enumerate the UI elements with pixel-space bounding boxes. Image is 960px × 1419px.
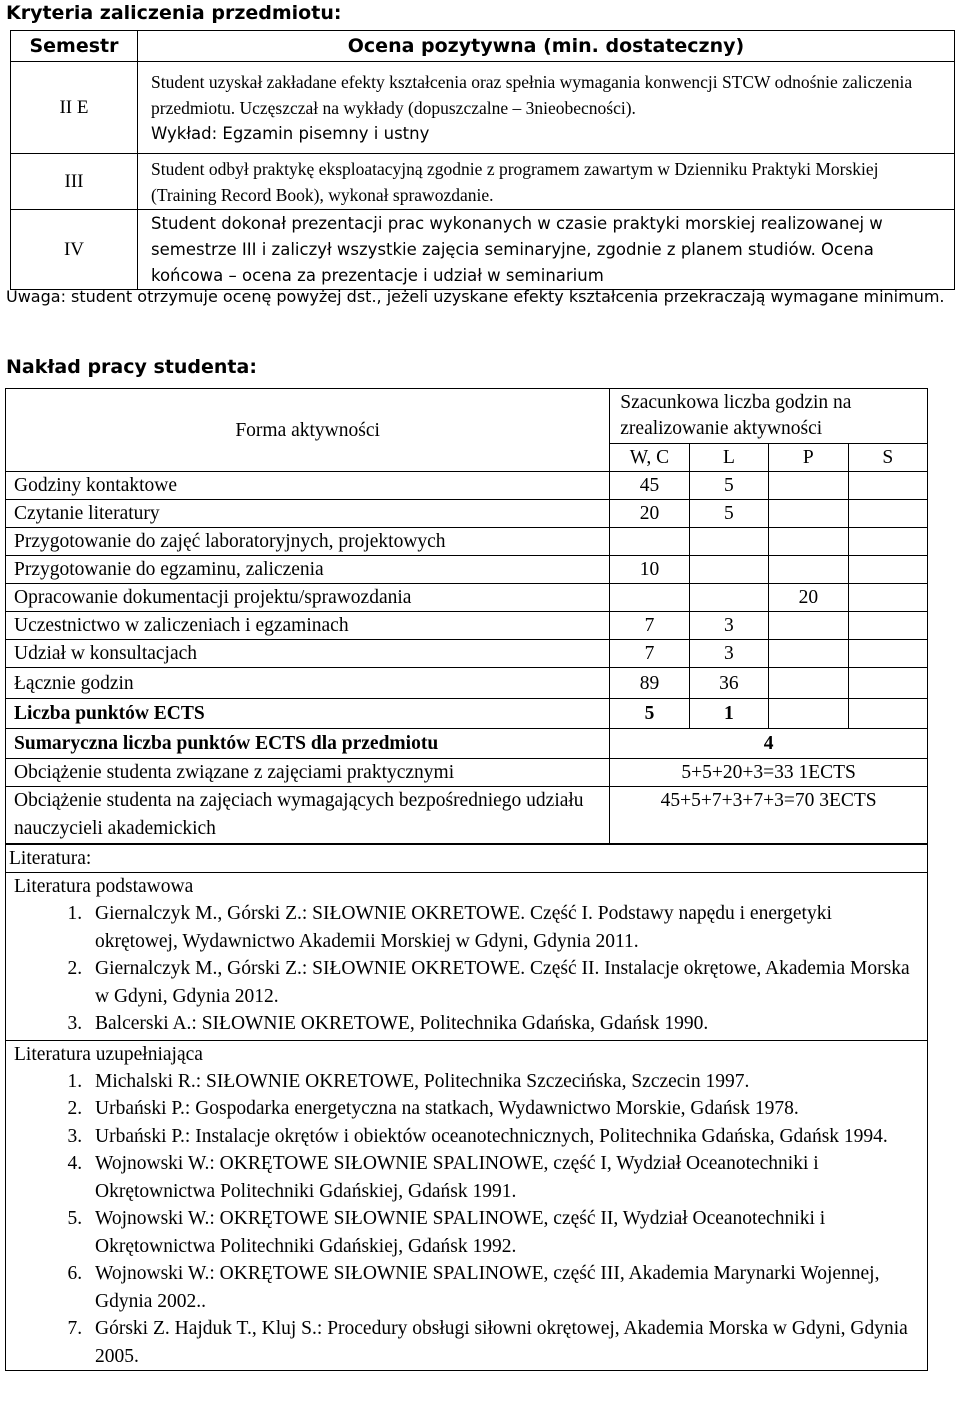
criteria-table <box>10 30 955 290</box>
semester-cell: III <box>11 154 138 210</box>
literature-extra-row <box>6 1040 928 1371</box>
direct-load-label: Obciążenie studenta na zajęciach wymagających bezpośredniego udziału nauczycieli akademickich <box>6 787 610 844</box>
hours-s <box>848 500 927 528</box>
list-item: 3. Urbański P.: Instalacje okrętów i obiektów oceanotechnicznych, Politechnika Gdańska, Gdańsk 1994. <box>87 1123 919 1151</box>
literature-table <box>5 844 928 1371</box>
ects-wc: 5 <box>610 699 689 729</box>
hours-s <box>848 612 927 640</box>
hours-wc: 20 <box>610 500 689 528</box>
table-row <box>6 528 928 556</box>
criteria-row-iv <box>11 210 955 290</box>
total-row <box>6 668 928 699</box>
table-row <box>6 640 928 668</box>
list-item: 1. Michalski R.: SIŁOWNIE OKRETOWE, Politechnika Szczecińska, Szczecin 1997. <box>87 1068 919 1096</box>
criteria-text: Student dokonał prezentacji prac wykonanych w czasie praktyki morskiej realizowanej w semestrze III i zaliczył wszystkie zajęcia seminaryjne, zgodnie z planem studiów. Ocena końcowa – ocena za prezentacje i udział w seminarium <box>151 213 883 285</box>
activity-label: Przygotowanie do egzaminu, zaliczenia <box>6 556 610 584</box>
literature-heading-row <box>6 845 928 873</box>
criteria-desc-cell <box>138 154 955 210</box>
hours-wc: 45 <box>610 472 689 500</box>
workload-heading: Nakład pracy studenta: <box>6 356 257 378</box>
hours-wc <box>610 528 689 556</box>
table-row <box>6 500 928 528</box>
criteria-desc-cell <box>138 210 955 290</box>
col-s-header: S <box>848 444 927 472</box>
literature-heading: Literatura: <box>6 845 928 873</box>
activity-label: Udział w konsultacjach <box>6 640 610 668</box>
list-item: 4. Wojnowski W.: OKRĘTOWE SIŁOWNIE SPALINOWE, część I, Wydział Oceanotechniki i Okrętownictwa Politechniki Gdańskiej, Gdańsk 1991. <box>87 1150 919 1205</box>
workload-header-row <box>6 389 928 444</box>
ects-sum-value: 4 <box>610 729 928 759</box>
hours-s <box>848 556 927 584</box>
hours-p <box>769 556 848 584</box>
list-item: 2. Giernalczyk M., Górski Z.: SIŁOWNIE OKRETOWE. Część II. Instalacje okrętowe, Akademia Morska w Gdyni, Gdynia 2012. <box>87 955 919 1010</box>
practical-load-value: 5+5+20+3=33 1ECTS <box>610 759 928 787</box>
activity-label: Czytanie literatury <box>6 500 610 528</box>
list-item: 3. Balcerski A.: SIŁOWNIE OKRETOWE, Politechnika Gdańska, Gdańsk 1990. <box>87 1010 919 1038</box>
activity-label: Godziny kontaktowe <box>6 472 610 500</box>
practical-load-row <box>6 759 928 787</box>
hours-l <box>689 528 768 556</box>
hours-l: 3 <box>689 612 768 640</box>
criteria-row-iii <box>11 154 955 210</box>
col-l-header: L <box>689 444 768 472</box>
list-item: 2. Urbański P.: Gospodarka energetyczna na statkach, Wydawnictwo Morskie, Gdańsk 1978. <box>87 1095 919 1123</box>
hours-wc: 7 <box>610 640 689 668</box>
hours-p <box>769 612 848 640</box>
ects-sum-label: Sumaryczna liczba punktów ECTS dla przedmiotu <box>6 729 610 759</box>
list-item: 1. Giernalczyk M., Górski Z.: SIŁOWNIE OKRETOWE. Część I. Podstawy napędu i energetyki okrętowej, Wydawnictwo Akademii Morskiej w Gdyni, Gdynia 2011. <box>87 900 919 955</box>
list-item: 7. Górski Z. Hajduk T., Kluj S.: Procedury obsługi siłowni okrętowej, Akademia Morska w Gdyni, Gdynia 2005. <box>87 1315 919 1370</box>
table-row <box>6 556 928 584</box>
hours-wc <box>610 584 689 612</box>
hours-s <box>848 472 927 500</box>
literature-basic-cell <box>6 873 928 1041</box>
hours-p <box>769 640 848 668</box>
hours-p <box>769 472 848 500</box>
hours-p <box>769 500 848 528</box>
hours-l: 3 <box>689 640 768 668</box>
criteria-note: Uwaga: student otrzymuje ocenę powyżej dst., jeżeli uzyskane efekty kształcenia przekraczają wymagane minimum. <box>6 287 945 306</box>
grade-header: Ocena pozytywna (min. dostateczny) <box>138 31 955 62</box>
semester-header: Semestr <box>11 31 138 62</box>
hours-s <box>848 640 927 668</box>
hours-wc: 7 <box>610 612 689 640</box>
activity-label: Uczestnictwo w zaliczeniach i egzaminach <box>6 612 610 640</box>
hours-p: 20 <box>769 584 848 612</box>
total-wc: 89 <box>610 668 689 699</box>
literature-extra-list <box>14 1068 919 1371</box>
criteria-text: Student odbył praktykę eksploatacyjną zgodnie z programem zawartym w Dzienniku Praktyki Morskiej (Training Record Book), wykonał sprawozdanie. <box>151 158 879 205</box>
total-l: 36 <box>689 668 768 699</box>
literature-extra-cell <box>6 1040 928 1371</box>
list-item: 6. Wojnowski W.: OKRĘTOWE SIŁOWNIE SPALINOWE, część III, Akademia Marynarki Wojennej, Gdynia 2002.. <box>87 1260 919 1315</box>
criteria-header-row <box>11 31 955 62</box>
activity-label: Przygotowanie do zajęć laboratoryjnych, projektowych <box>6 528 610 556</box>
criteria-text: Wykład: Egzamin pisemny i ustny <box>151 123 430 143</box>
criteria-heading: Kryteria zaliczenia przedmiotu: <box>6 2 342 24</box>
literature-basic-heading: Literatura podstawowa <box>14 876 194 897</box>
semester-cell: II E <box>11 62 138 154</box>
literature-extra-heading: Literatura uzupełniająca <box>14 1043 203 1065</box>
hours-p <box>769 528 848 556</box>
criteria-text: Student uzyskał zakładane efekty kształcenia oraz spełnia wymagania konwencji STCW odnośnie zaliczenia przedmiotu. Uczęszczał na wykłady (dopuszczalne – 3nieobecności). <box>151 71 913 118</box>
ects-label: Liczba punktów ECTS <box>6 699 610 729</box>
activity-label: Opracowanie dokumentacji projektu/sprawozdania <box>6 584 610 612</box>
literature-basic-list <box>14 900 919 1038</box>
criteria-row-iie <box>11 62 955 154</box>
direct-load-value: 45+5+7+3+7+3=70 3ECTS <box>610 787 928 844</box>
form-header: Forma aktywności <box>6 389 610 472</box>
col-wc-header: W, C <box>610 444 689 472</box>
literature-basic-row <box>6 873 928 1041</box>
table-row <box>6 612 928 640</box>
ects-sum-row <box>6 729 928 759</box>
hours-wc: 10 <box>610 556 689 584</box>
criteria-desc-cell <box>138 62 955 154</box>
list-item: 5. Wojnowski W.: OKRĘTOWE SIŁOWNIE SPALINOWE, część II, Wydział Oceanotechniki i Okrętownictwa Politechniki Gdańskiej, Gdańsk 1992. <box>87 1205 919 1260</box>
hours-l <box>689 556 768 584</box>
hours-l: 5 <box>689 472 768 500</box>
hours-header: Szacunkowa liczba godzin na zrealizowanie aktywności <box>610 389 928 444</box>
workload-table <box>5 388 928 844</box>
practical-load-label: Obciążenie studenta związane z zajęciami praktycznymi <box>6 759 610 787</box>
ects-l: 1 <box>689 699 768 729</box>
table-row <box>6 472 928 500</box>
direct-load-row <box>6 787 928 844</box>
col-p-header: P <box>769 444 848 472</box>
hours-s <box>848 584 927 612</box>
ects-row <box>6 699 928 729</box>
hours-s <box>848 528 927 556</box>
semester-cell: IV <box>11 210 138 290</box>
table-row <box>6 584 928 612</box>
total-label: Łącznie godzin <box>6 668 610 699</box>
hours-l: 5 <box>689 500 768 528</box>
hours-l <box>689 584 768 612</box>
